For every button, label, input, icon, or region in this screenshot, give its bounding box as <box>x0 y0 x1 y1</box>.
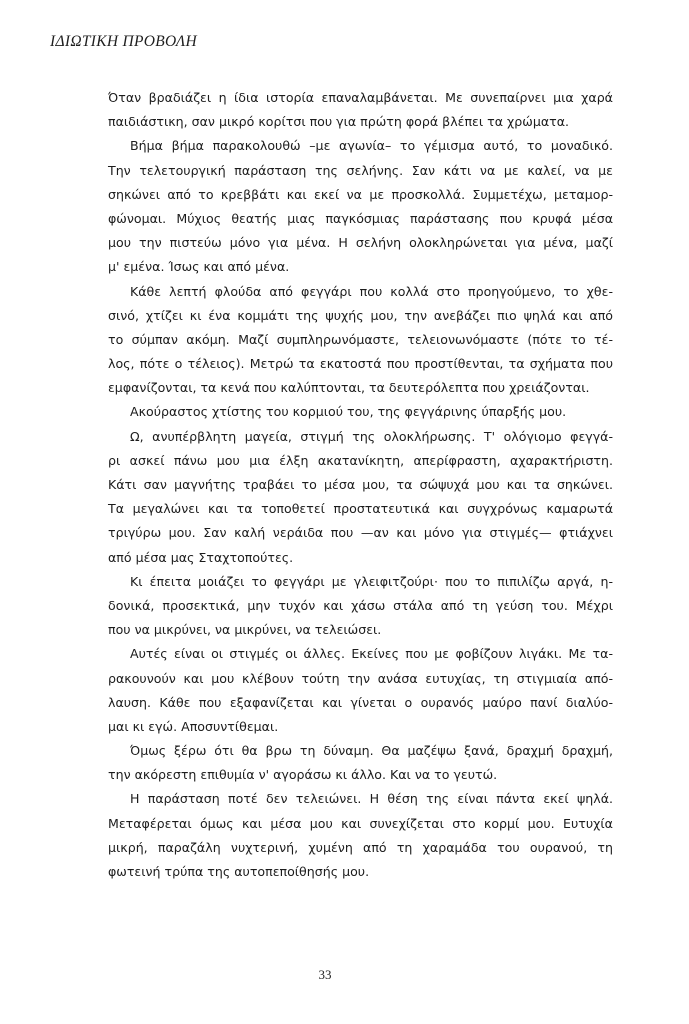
text-line: παιδιάστικη, σαν μικρό κορίτσι που για πρώτη φορά βλέπει τα χρώματα. <box>108 114 570 130</box>
text-line: Κάθε λεπτή φλούδα από φεγγάρι που κολλά στο προηγούμενο, το χθε- <box>130 283 613 299</box>
text-line: Αυτές είναι οι στιγμές οι άλλες. Εκείνες που με φοβίζουν λιγάκι. Με τα- <box>130 646 613 662</box>
text-line: τριγύρω μου. Σαν καλή νεράιδα που —αν και μόνο για στιγμές— φτιάχνει <box>108 525 613 541</box>
text-line: Την τελετουργική παράσταση της σελήνης. Σαν κάτι να με καλεί, να με <box>108 162 613 178</box>
text-line: Κι έπειτα μοιάζει το φεγγάρι με γλειφιτζούρι· που το πιπιλίζω αργά, η- <box>130 573 613 589</box>
text-line: την ακόρεστη επιθυμία ν' αγοράσω κι άλλο. Και να το γευτώ. <box>108 767 498 783</box>
text-line: μικρή, παραζάλη νυχτερινή, χυμένη από τη χαραμάδα του ουρανού, τη <box>108 839 613 855</box>
text-line: Τα μεγαλώνει και τα τοποθετεί προστατευτικά και συγχρόνως καμαρωτά <box>108 501 613 517</box>
text-line: Βήμα βήμα παρακολουθώ –με αγωνία– το γέμισμα αυτό, το μοναδικό. <box>130 138 613 154</box>
text-line: λος, πότε ο τέλειος). Μετρώ τα εκατοστά που προστίθενται, τα σχήματα που <box>108 356 613 372</box>
text-line: φωτεινή τρύπα της αυτοπεποίθησής μου. <box>108 864 370 879</box>
text-line: Όμως ξέρω ότι θα βρω τη δύναμη. Θα μαζέψω ξανά, δραχμή δραχμή, <box>130 743 613 759</box>
running-head: ΙΔΙΩΤΙΚΗ ΠΡΟΒΟΛΗ <box>50 33 198 50</box>
text-line: που να μικρύνει, να μικρύνει, να τελειώσει. <box>108 622 382 638</box>
text-line: Μεταφέρεται όμως και μέσα μου και συνεχίζεται στο κορμί μου. Ευτυχία <box>108 815 613 831</box>
text-line: δονικά, προσεκτικά, μην τυχόν και χάσω στάλα από τη γεύση του. Μέχρι <box>108 597 613 613</box>
text-line: ρακουνούν και μου κλέβουν τούτη την ανάσα ευτυχίας, τη στιγμιαία από- <box>108 670 613 686</box>
page-number: 33 <box>318 967 332 982</box>
text-line: Ακούραστος χτίστης του κορμιού του, της φεγγάρινης ύπαρξής μου. <box>130 404 567 420</box>
text-line: Ω, ανυπέρβλητη μαγεία, στιγμή της ολοκλήρωσης. Τ' ολόγιομο φεγγά- <box>130 428 613 444</box>
text-line: εμφανίζονται, τα κενά που καλύπτονται, τα δευτερόλεπτα που χρειάζονται. <box>108 380 590 396</box>
text-line: Η παράσταση ποτέ δεν τελειώνει. Η θέση της είναι πάντα εκεί ψηλά. <box>130 791 613 807</box>
text-line: το σύμπαν ακόμη. Μαζί συμπληρωνόμαστε, τελειονωνόμαστε (πότε το τέ- <box>108 331 613 347</box>
text-line: Όταν βραδιάζει η ίδια ιστορία επαναλαμβάνεται. Με συνεπαίρνει μια χαρά <box>108 90 613 105</box>
text-line: από μέσα μας Σταχτοπούτες. <box>108 549 294 565</box>
text-line: σηκώνει από το κρεββάτι και εκεί να με προσκολλά. Συμμετέχω, μεταμορ- <box>108 186 613 202</box>
text-line: μαι κι εγώ. Αποσυντίθεμαι. <box>108 718 279 734</box>
body-text <box>108 86 613 884</box>
text-line: λαυση. Κάθε που εξαφανίζεται και γίνεται ο ουρανός μαύρο πανί διαλύο- <box>108 694 613 710</box>
text-line: ρι ασκεί πάνω μου μια έλξη ακατανίκητη, απερίφραστη, αχαρακτήριστη. <box>108 452 613 468</box>
text-line: Κάτι σαν μαγνήτης τραβάει το μέσα μου, τα σώψυχά μου και τα σηκώνει. <box>108 477 613 492</box>
text-line: μου την πιστεύω μόνο για μένα. Η σελήνη ολοκληρώνεται για μένα, μαζί <box>108 235 613 251</box>
text-line: φώνομαι. Μύχιος θεατής μιας παγκόσμιας παράστασης που κρυφά μέσα <box>108 210 613 226</box>
text-line: σινό, χτίζει κι ένα κομμάτι της ψυχής μου, την ανεβάζει πιο ψηλά και από <box>108 307 613 323</box>
text-line: μ' εμένα. Ίσως και από μένα. <box>108 259 290 275</box>
